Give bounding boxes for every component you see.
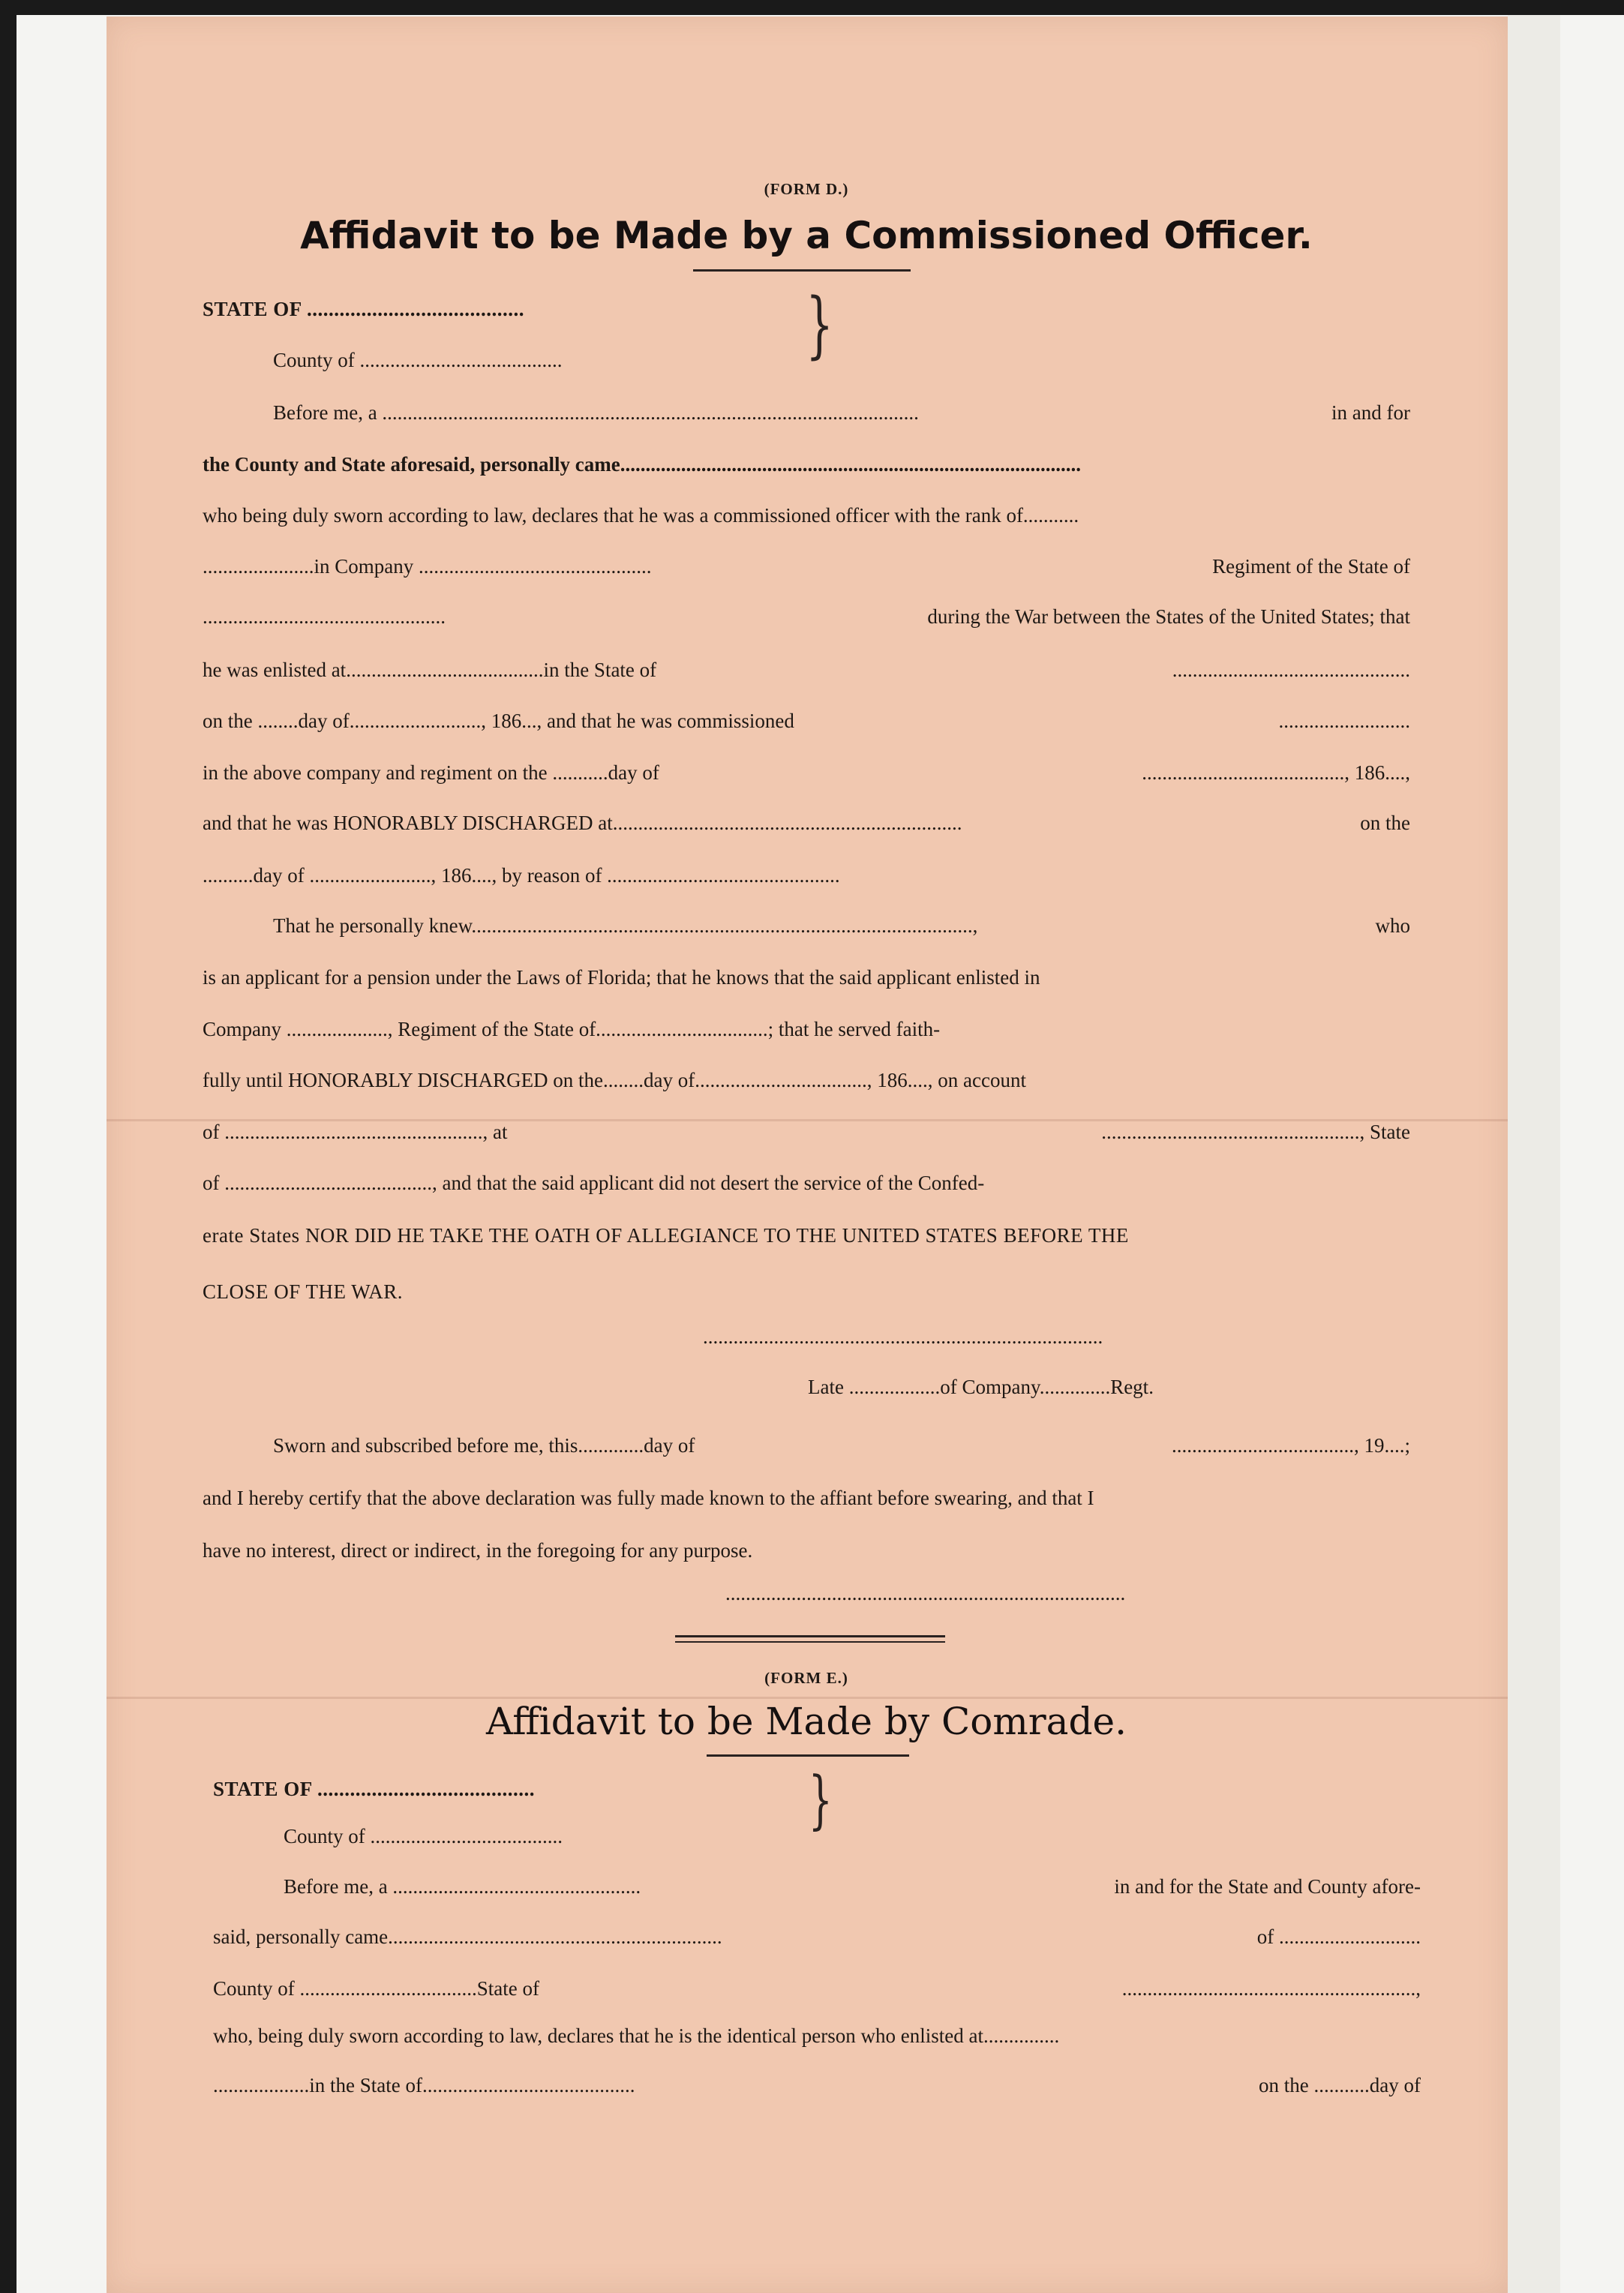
line-enlisted-at: he was enlisted at.......................................in the State of ............................................... (203, 659, 1410, 681)
section-separator (675, 1635, 945, 1637)
line-discharged-at: and that he was HONORABLY DISCHARGED at..................................................................... on the (203, 812, 1410, 834)
late-company-regt: Late ..................of Company..............Regt. (808, 1376, 1154, 1398)
title-underline (693, 269, 911, 272)
line-applicant-pension: is an applicant for a pension under the Laws of Florida; that he knows that the said applicant enlisted in (203, 966, 1040, 989)
line-by-reason-of: ..........day of ........................, 186...., by reason of .............................................. (203, 864, 840, 887)
line-state-of-day: ...................in the State of.......................................... on the ...........day of (213, 2074, 1421, 2096)
line-close-of-war: CLOSE OF THE WAR. (203, 1280, 404, 1303)
section-separator (675, 1641, 945, 1643)
line-company-regiment-date: in the above company and regiment on the ...........day of ........................................, 186...., (203, 761, 1410, 784)
line-sworn-rank: who being duly sworn according to law, declares that he was a commissioned officer with the rank of........... (203, 504, 1079, 527)
line-commissioned: on the ........day of.........................., 186..., and that he was commissioned .......................... (203, 710, 1410, 732)
line-oath-of-allegiance: erate States NOR DID HE TAKE THE OATH OF ALLEGIANCE TO THE UNITED STATES BEFORE THE (203, 1224, 1129, 1247)
affiant-signature-line: ............................................................................... (703, 1325, 1103, 1348)
line-personally-came: said, personally came.................................................................. of ............................ (213, 1925, 1421, 1948)
line-county-state: County of ...................................State of .........................................................., (213, 1977, 1421, 2000)
line-did-not-desert: of ........................................., and that the said applicant did not desert the service of the Confed- (203, 1172, 985, 1194)
bracket-brace: } (806, 283, 833, 367)
line-certify: and I hereby certify that the above declaration was fully made known to the affiant before swearing, and that I (203, 1487, 1094, 1509)
line-personally-knew: That he personally knew..................................................................................................., who (273, 914, 1410, 937)
county-of-field: County of ...................................... (284, 1825, 563, 1847)
line-on-account-at: of ..................................................., at ..................................................., State (203, 1121, 1410, 1143)
state-of-field: STATE OF ........................................ (203, 298, 525, 320)
line-before-me: Before me, a .......................................................................................................... in and for (273, 401, 1410, 424)
state-of-field: STATE OF ........................................ (213, 1778, 536, 1800)
form-e-label: (FORM E.) (764, 1669, 848, 1687)
county-of-field: County of ........................................ (273, 349, 563, 371)
line-honorably-discharged: fully until HONORABLY DISCHARGED on the........day of.................................., 186...., on account (203, 1069, 1026, 1091)
line-no-interest: have no interest, direct or indirect, in the foregoing for any purpose. (203, 1539, 753, 1562)
line-war-between-states: ................................................ during the War between the States of the United States; that (203, 605, 1410, 628)
form-d-title: Affidavit to be Made by a Commissioned Officer. (300, 214, 1313, 257)
form-e-title: Affidavit to be Made by Comrade. (486, 1700, 1127, 1743)
title-underline (707, 1754, 909, 1757)
scanner-border-top (0, 0, 1624, 15)
line-company-regiment: ......................in Company .............................................. Regiment of the State of (203, 555, 1410, 578)
line-sworn-subscribed: Sworn and subscribed before me, this.............day of ...................................., 19....; (273, 1434, 1410, 1457)
document-page (107, 17, 1508, 2293)
line-served-faithfully: Company ...................., Regiment of the State of..................................; that he served faith- (203, 1018, 941, 1040)
scanner-border-left (0, 0, 17, 2293)
line-before-me: Before me, a ................................................. in and for the State and County afore- (284, 1875, 1421, 1898)
scanner-background-right (1508, 15, 1560, 2293)
form-d-label: (FORM D.) (764, 180, 849, 198)
officer-signature-line: ............................................................................... (725, 1582, 1126, 1604)
bracket-brace: } (808, 1763, 833, 1836)
line-identical-person: who, being duly sworn according to law, declares that he is the identical person who enlisted at............... (213, 2024, 1060, 2047)
line-county-state: the County and State aforesaid, personally came........................................................................................... (203, 453, 1081, 476)
